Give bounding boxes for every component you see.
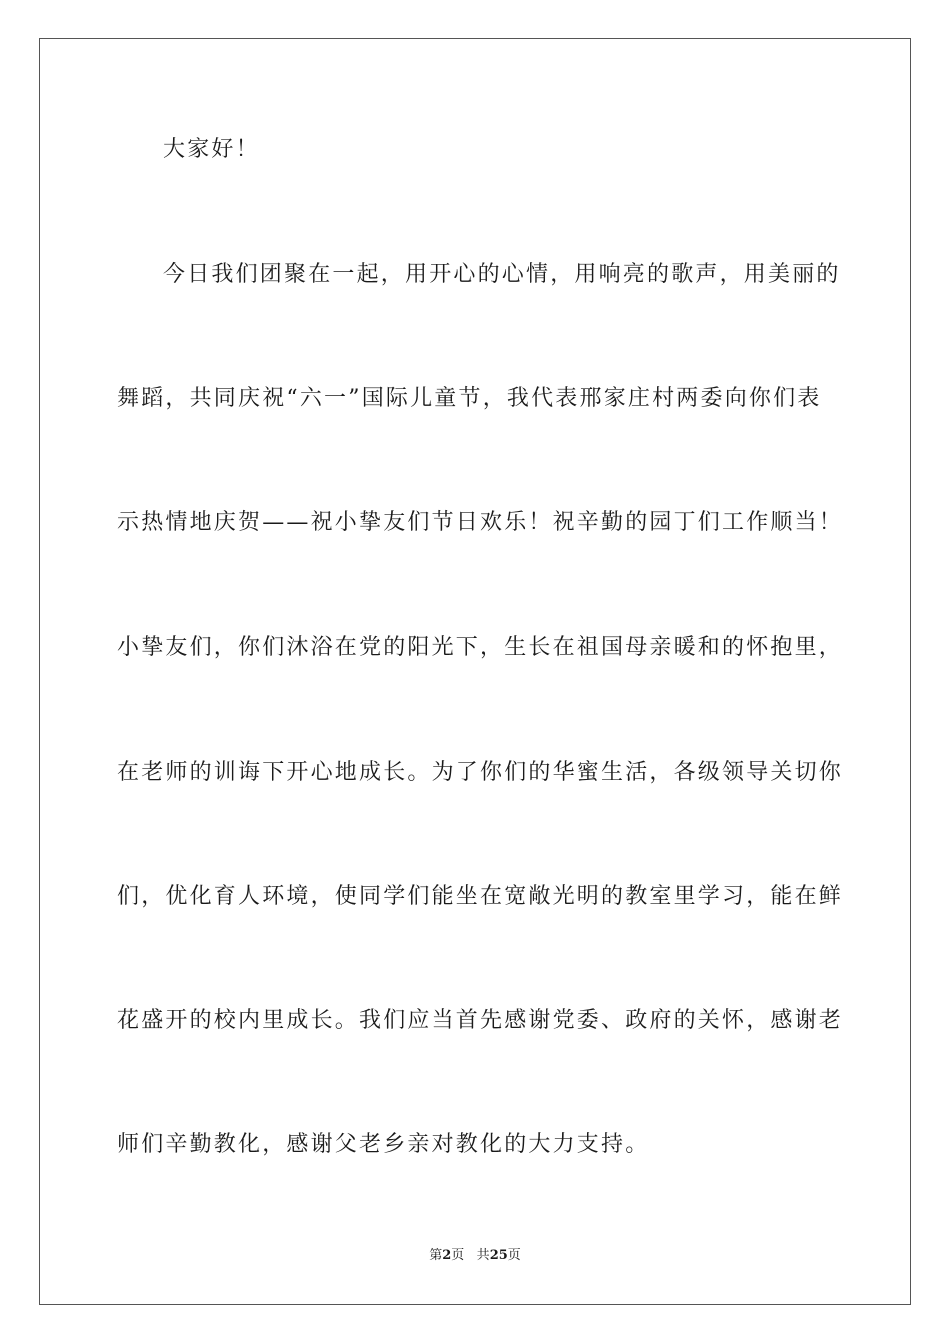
body-line-4: 小挚友们，你们沐浴在党的阳光下，生长在祖国母亲暖和的怀抱里， xyxy=(117,635,844,660)
total-prefix: 共 xyxy=(476,1248,490,1263)
page-footer xyxy=(0,1247,950,1265)
page-border xyxy=(39,38,911,1305)
body-line-5: 在老师的训诲下开心地成长。为了你们的华蜜生活，各级领导关切你 xyxy=(117,760,844,785)
body-line-2: 舞蹈，共同庆祝“六一”国际儿童节，我代表邢家庄村两委向你们表 xyxy=(117,386,822,411)
body-line-8: 师们辛勤教化，感谢父老乡亲对教化的大力支持。 xyxy=(117,1132,650,1157)
body-line-7: 花盛开的校内里成长。我们应当首先感谢党委、政府的关怀，感谢老 xyxy=(117,1008,844,1033)
greeting-line: 大家好！ xyxy=(163,137,260,162)
total-pages: 25 xyxy=(489,1248,508,1263)
body-line-3: 示热情地庆贺——祝小挚友们节日欢乐！祝辛勤的园丁们工作顺当！ xyxy=(117,510,844,535)
body-line-6: 们，优化育人环境，使同学们能坐在宽敞光明的教室里学习，能在鲜 xyxy=(117,884,844,909)
page-number: 2 xyxy=(442,1248,452,1263)
page-prefix: 第 xyxy=(429,1248,443,1263)
total-suffix: 页 xyxy=(507,1248,521,1263)
body-line-1: 今日我们团聚在一起，用开心的心情，用响亮的歌声，用美丽的 xyxy=(163,262,841,287)
page-suffix: 页 xyxy=(451,1248,465,1263)
